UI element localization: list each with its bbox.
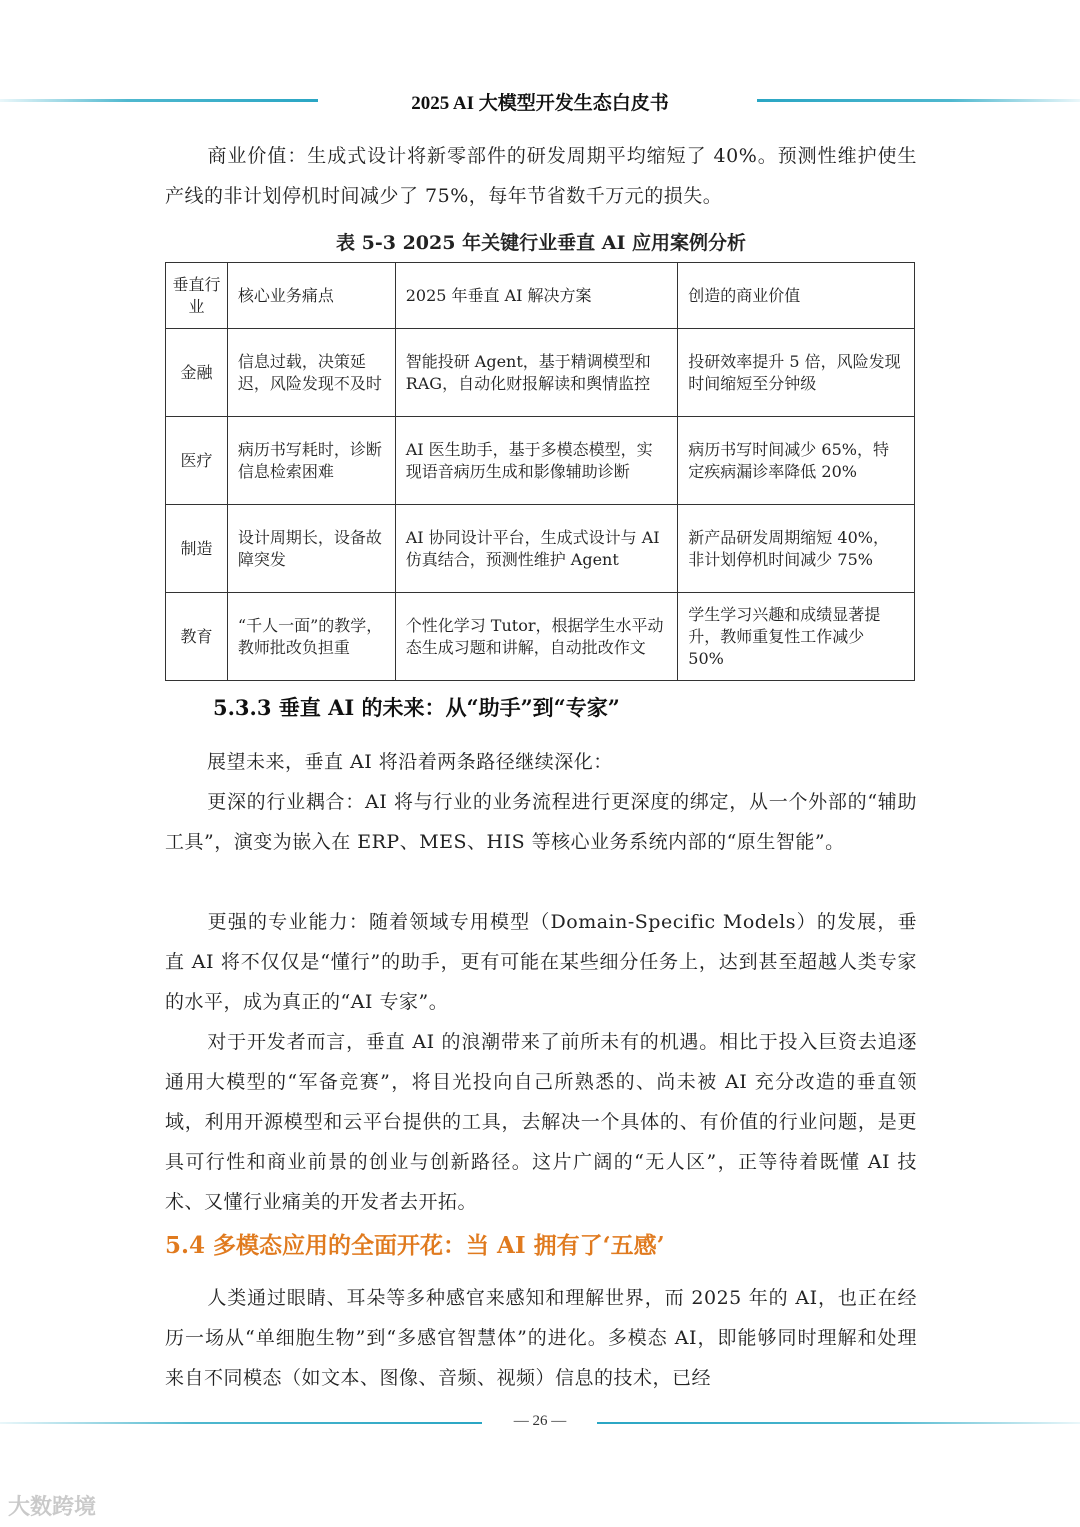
body-paragraph: 更深的行业耦合：AI 将与行业的业务流程进行更深度的绑定，从一个外部的“辅助工具”，演变为嵌入在 ERP、MES、HIS 等核心业务系统内部的“原生智能”。: [165, 791, 917, 853]
table-cell: AI 医生助手，基于多模态模型，实现语音病历生成和影像辅助诊断: [395, 417, 678, 505]
header-rule-right: [757, 99, 1080, 102]
body-paragraph: 更强的专业能力：随着领域专用模型（Domain-Specific Models）的发展，垂直 AI 将不仅仅是“懂行”的助手，更有可能在某些细分任务上，达到甚至超越人类专家的水平，成为真正的“AI 专家”。: [165, 911, 917, 1013]
table-cell: 新产品研发周期缩短 40%，非计划停机时间减少 75%: [678, 505, 915, 593]
table-header-cell: 2025 年垂直 AI 解决方案: [395, 263, 678, 329]
table-row: [166, 593, 915, 681]
table-header-cell: 垂直行业: [166, 263, 228, 329]
table-cell: 制造: [166, 505, 228, 593]
watermark-logo: 大数跨境: [8, 1495, 97, 1520]
table-cell: 智能投研 Agent，基于精调模型和 RAG，自动化财报解读和舆情监控: [395, 329, 678, 417]
table-cell: 学生学习兴趣和成绩显著提升，教师重复性工作减少 50%: [678, 593, 915, 681]
body-paragraph: 展望未来，垂直 AI 将沿着两条路径继续深化：: [207, 751, 613, 773]
page-header-title: 2025 AI 大模型开发生态白皮书: [411, 93, 669, 114]
table-cell: 设计周期长，设备故障突发: [227, 505, 395, 593]
table-cell: “千人一面”的教学，教师批改负担重: [227, 593, 395, 681]
footer-rule-left: [0, 1422, 482, 1424]
table-cell: 金融: [166, 329, 228, 417]
table-row: [166, 505, 915, 593]
header-rule-left: [0, 99, 318, 102]
table-cell: 信息过载，决策延迟，风险发现不及时: [227, 329, 395, 417]
table-cell: 病历书写耗时，诊断信息检索困难: [227, 417, 395, 505]
table-header-cell: 核心业务痛点: [227, 263, 395, 329]
intro-paragraph: 商业价值：生成式设计将新零部件的研发周期平均缩短了 40%。预测性维护使生产线的非计划停机时间减少了 75%，每年节省数千万元的损失。: [165, 145, 917, 207]
body-paragraph: 对于开发者而言，垂直 AI 的浪潮带来了前所未有的机遇。相比于投入巨资去追逐通用大模型的“军备竞赛”，将目光投向自己所熟悉的、尚未被 AI 充分改造的垂直领域，利用开源模型和云平台提供的工具，去解决一个具体的、有价值的行业问题，是更具可行性和商业前景的创业与创新路径。这片广阔的“无人区”，正等待着既懂 AI 技术、又懂行业痛美的开发者去开拓。: [165, 1031, 917, 1213]
body-paragraph: 人类通过眼睛、耳朵等多种感官来感知和理解世界，而 2025 年的 AI，也正在经历一场从“单细胞生物”到“多感官智慧体”的进化。多模态 AI，即能够同时理解和处理来自不同模态（如文本、图像、音频、视频）信息的技术，已经: [165, 1287, 917, 1389]
table-row: [166, 329, 915, 417]
table-caption: 表 5-3 2025 年关键行业垂直 AI 应用案例分析: [336, 232, 746, 254]
table-cell: AI 协同设计平台，生成式设计与 AI 仿真结合，预测性维护 Agent: [395, 505, 678, 593]
table-cell: 个性化学习 Tutor，根据学生水平动态生成习题和讲解，自动批改作文: [395, 593, 678, 681]
industry-case-table: [165, 262, 915, 681]
table-cell: 病历书写时间减少 65%，特定疾病漏诊率降低 20%: [678, 417, 915, 505]
table-cell: 医疗: [166, 417, 228, 505]
table-row: [166, 417, 915, 505]
table-header-row: [166, 263, 915, 329]
table-header-cell: 创造的商业价值: [678, 263, 915, 329]
section-heading: 5.4 多模态应用的全面开花：当 AI 拥有了‘五感’: [165, 1232, 665, 1259]
footer-rule-right: [597, 1422, 1080, 1424]
page-number: — 26 —: [513, 1413, 567, 1429]
table-cell: 投研效率提升 5 倍，风险发现时间缩短至分钟级: [678, 329, 915, 417]
subsection-heading: 5.3.3 垂直 AI 的未来：从“助手”到“专家”: [213, 695, 620, 720]
table-cell: 教育: [166, 593, 228, 681]
